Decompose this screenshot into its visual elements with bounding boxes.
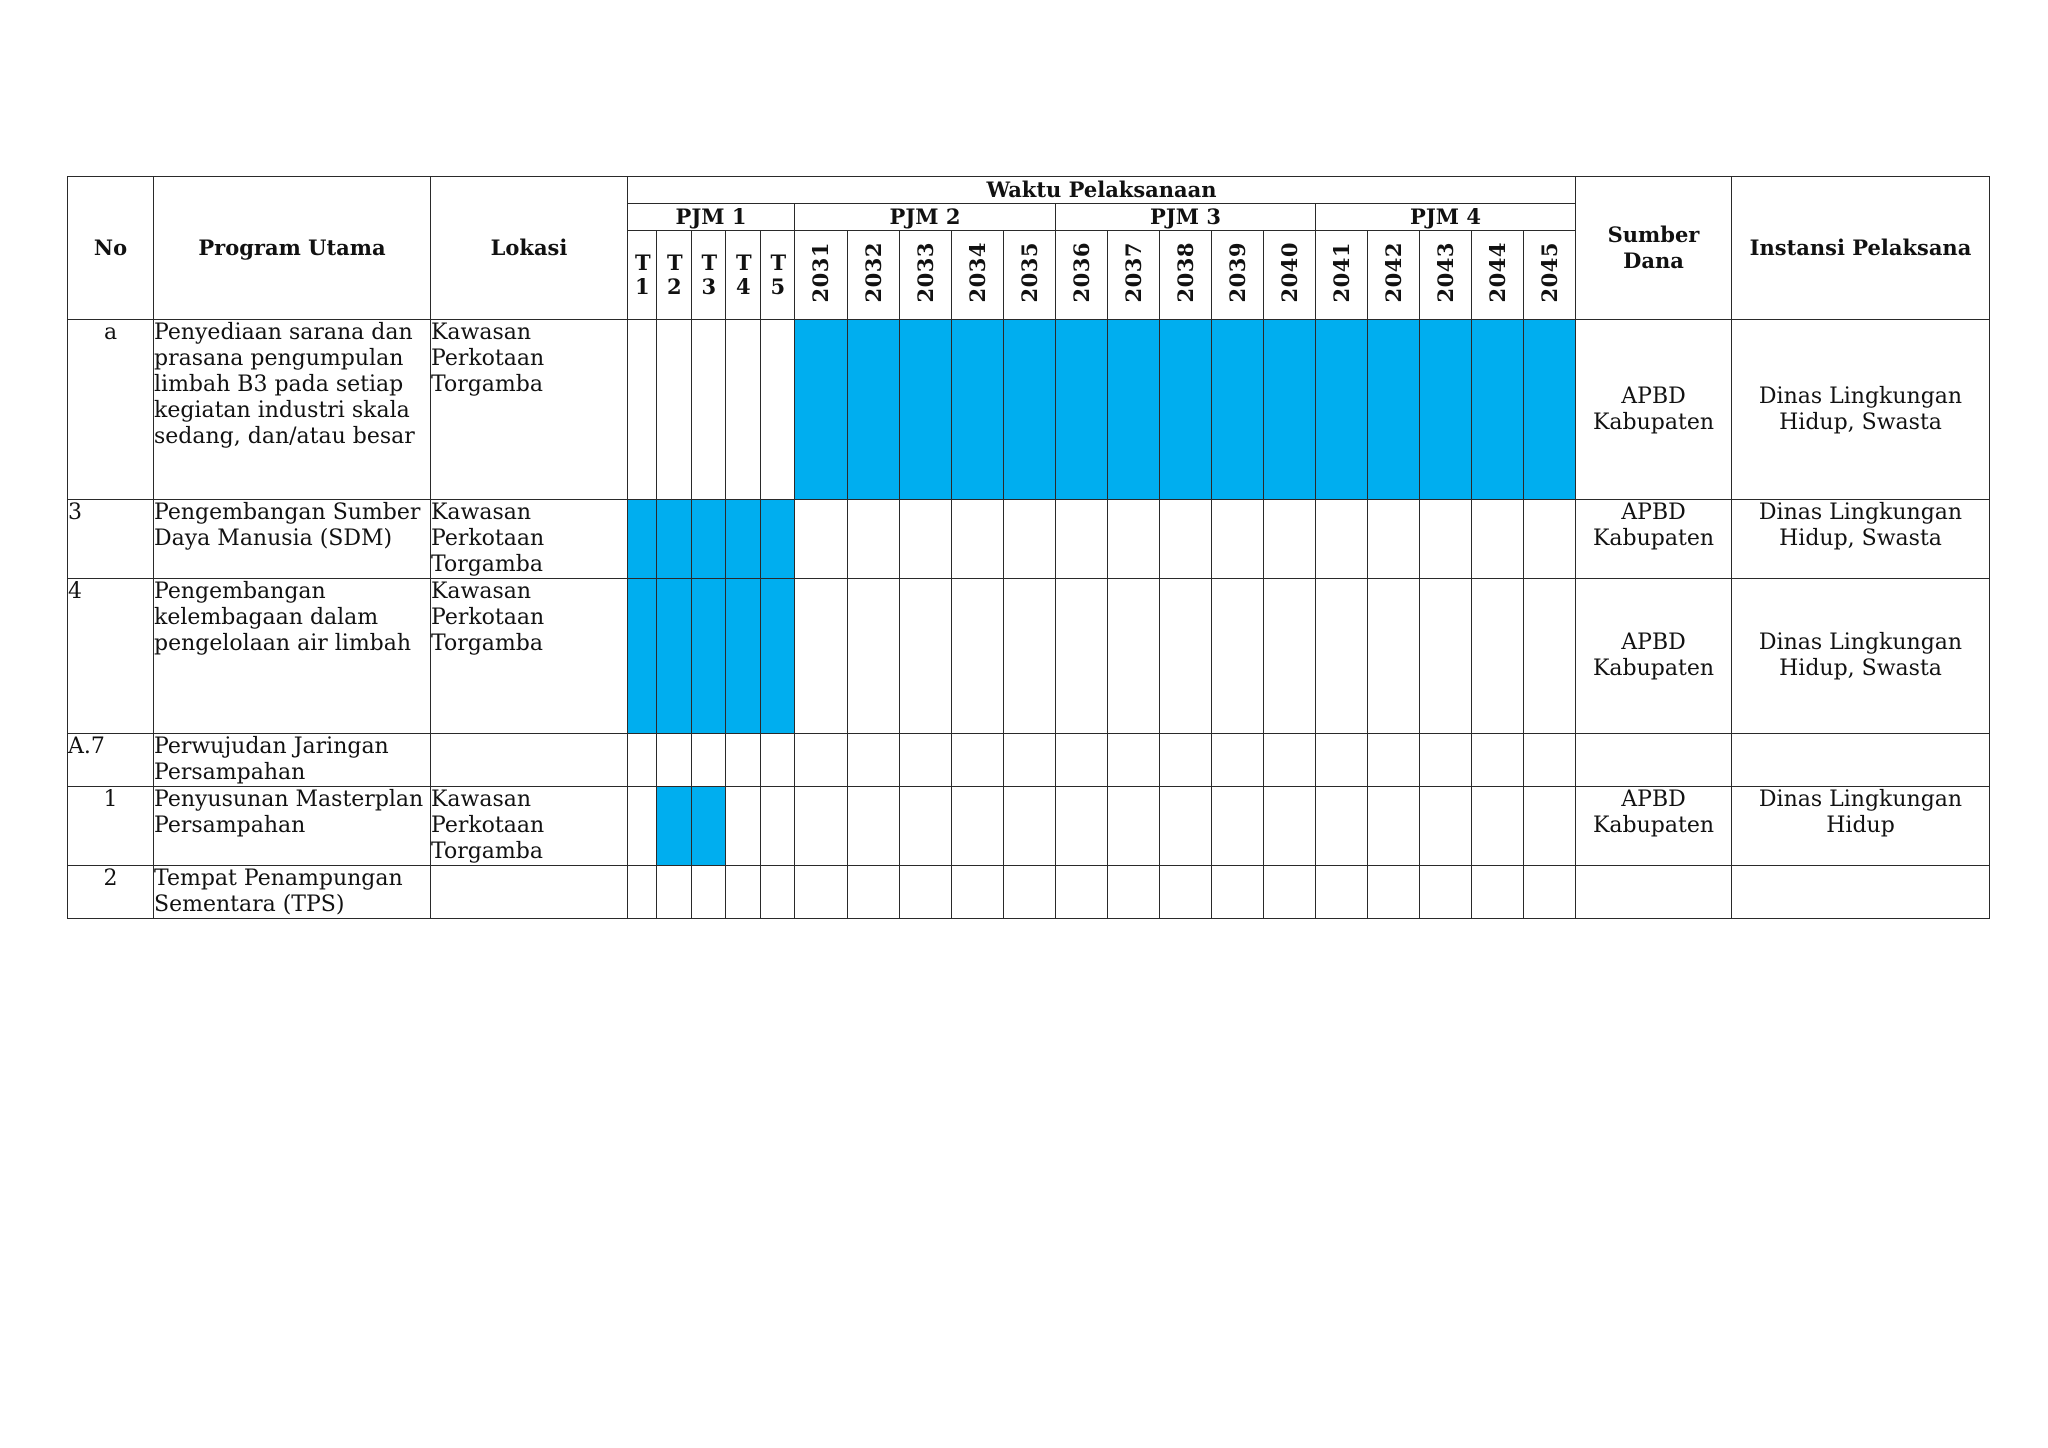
schedule-bar-active [628, 579, 657, 734]
schedule-cell [761, 866, 795, 919]
schedule-bar-active [1160, 320, 1212, 500]
table-row [68, 734, 1990, 787]
schedule-bar-active [657, 787, 692, 866]
header-no: No [68, 177, 154, 320]
schedule-cell [692, 734, 726, 787]
schedule-cell [848, 579, 900, 734]
schedule-bar-active [692, 787, 726, 866]
period-label-2: T 2 [667, 249, 683, 299]
period-header-13 [1160, 231, 1212, 320]
schedule-cell [952, 579, 1004, 734]
period-header-9 [952, 231, 1004, 320]
schedule-bar-active [761, 579, 795, 734]
schedule-cell [1316, 579, 1368, 734]
schedule-bar-active [1264, 320, 1316, 500]
schedule-cell [1056, 866, 1108, 919]
period-label-15: 2040 [1276, 241, 1302, 303]
schedule-cell [761, 734, 795, 787]
schedule-bar-active [761, 500, 795, 579]
schedule-cell [726, 320, 761, 500]
schedule-cell [1368, 579, 1420, 734]
schedule-cell [1056, 579, 1108, 734]
schedule-cell [1004, 500, 1056, 579]
schedule-cell [1264, 866, 1316, 919]
sumber-dana-cell: APBD Kabupaten [1576, 579, 1732, 734]
schedule-cell [1160, 579, 1212, 734]
schedule-cell [1316, 734, 1368, 787]
schedule-cell [1524, 579, 1576, 734]
header-pjm-2: PJM 2 [795, 204, 1056, 231]
schedule-cell [1264, 500, 1316, 579]
schedule-cell [657, 734, 692, 787]
schedule-cell [1316, 500, 1368, 579]
header-program-utama: Program Utama [154, 177, 431, 320]
schedule-bar-active [628, 500, 657, 579]
period-label-4: T 4 [736, 249, 752, 299]
lokasi-cell: Kawasan Perkotaan Torgamba [431, 579, 628, 734]
period-label-13: 2038 [1172, 241, 1198, 303]
schedule-cell [1212, 734, 1264, 787]
schedule-rows [68, 320, 1990, 919]
schedule-cell [726, 787, 761, 866]
schedule-cell [628, 787, 657, 866]
table-row [68, 320, 1990, 500]
schedule-cell [1108, 866, 1160, 919]
schedule-cell [1472, 500, 1524, 579]
schedule-cell [848, 787, 900, 866]
period-header-16 [1316, 231, 1368, 320]
schedule-cell [1472, 866, 1524, 919]
schedule-cell [952, 500, 1004, 579]
period-header-14 [1212, 231, 1264, 320]
schedule-cell [900, 579, 952, 734]
instansi-pelaksana-cell: Dinas Lingkungan Hidup, Swasta [1732, 500, 1990, 579]
schedule-cell [1264, 579, 1316, 734]
schedule-cell [900, 500, 952, 579]
schedule-bar-active [1316, 320, 1368, 500]
schedule-cell [848, 734, 900, 787]
lokasi-cell: Kawasan Perkotaan Torgamba [431, 500, 628, 579]
instansi-pelaksana-cell: Dinas Lingkungan Hidup, Swasta [1732, 579, 1990, 734]
schedule-cell [761, 787, 795, 866]
schedule-cell [1472, 579, 1524, 734]
period-label-1: T 1 [635, 249, 651, 299]
schedule-bar-active [1056, 320, 1108, 500]
schedule-cell [1524, 500, 1576, 579]
schedule-cell [900, 787, 952, 866]
header-pjm-3: PJM 3 [1056, 204, 1316, 231]
schedule-cell [1420, 787, 1472, 866]
schedule-cell [657, 866, 692, 919]
schedule-cell [1212, 579, 1264, 734]
schedule-cell [1264, 734, 1316, 787]
period-label-14: 2039 [1224, 241, 1250, 303]
period-header-2 [657, 231, 692, 320]
period-label-20: 2045 [1536, 241, 1562, 303]
sumber-dana-cell: APBD Kabupaten [1576, 787, 1732, 866]
schedule-cell [1472, 787, 1524, 866]
lokasi-cell [431, 866, 628, 919]
lokasi-cell: Kawasan Perkotaan Torgamba [431, 787, 628, 866]
period-header-10 [1004, 231, 1056, 320]
instansi-pelaksana-cell [1732, 866, 1990, 919]
period-header-3 [692, 231, 726, 320]
header-lokasi: Lokasi [431, 177, 628, 320]
row-number: a [68, 320, 154, 500]
schedule-cell [1108, 500, 1160, 579]
row-number: 1 [68, 787, 154, 866]
schedule-cell [1160, 866, 1212, 919]
schedule-bar-active [1108, 320, 1160, 500]
period-label-16: 2041 [1328, 241, 1354, 303]
sumber-dana-cell: APBD Kabupaten [1576, 320, 1732, 500]
schedule-cell [1524, 787, 1576, 866]
schedule-cell [1524, 866, 1576, 919]
table-row [68, 866, 1990, 919]
program-utama-cell: Tempat Penampungan Sementara (TPS) [154, 866, 431, 919]
schedule-cell [628, 320, 657, 500]
schedule-bar-active [692, 500, 726, 579]
schedule-cell [795, 787, 848, 866]
schedule-cell [1420, 500, 1472, 579]
row-number: 4 [68, 579, 154, 734]
schedule-cell [1108, 787, 1160, 866]
period-header-18 [1420, 231, 1472, 320]
header-waktu-pelaksanaan: Waktu Pelaksanaan [628, 177, 1576, 204]
schedule-cell [1420, 866, 1472, 919]
schedule-bar-active [952, 320, 1004, 500]
implementation-schedule-table [67, 176, 1990, 919]
period-label-19: 2044 [1484, 241, 1510, 303]
period-header-8 [900, 231, 952, 320]
schedule-bar-active [1212, 320, 1264, 500]
sumber-dana-cell [1576, 734, 1732, 787]
schedule-cell [1420, 734, 1472, 787]
schedule-cell [795, 866, 848, 919]
schedule-cell [1472, 734, 1524, 787]
schedule-cell [795, 579, 848, 734]
schedule-cell [726, 734, 761, 787]
schedule-cell [1420, 579, 1472, 734]
header-sumber-dana [1576, 177, 1732, 320]
period-header-12 [1108, 231, 1160, 320]
schedule-cell [1212, 787, 1264, 866]
sumber-dana-cell: APBD Kabupaten [1576, 500, 1732, 579]
schedule-cell [692, 320, 726, 500]
period-header-19 [1472, 231, 1524, 320]
period-label-17: 2042 [1380, 241, 1406, 303]
schedule-cell [848, 866, 900, 919]
schedule-cell [1004, 866, 1056, 919]
schedule-bar-active [795, 320, 848, 500]
row-number: 2 [68, 866, 154, 919]
schedule-cell [1160, 787, 1212, 866]
schedule-cell [1056, 787, 1108, 866]
instansi-pelaksana-cell [1732, 734, 1990, 787]
schedule-cell [1160, 734, 1212, 787]
period-label-9: 2034 [964, 241, 990, 303]
schedule-cell [1212, 500, 1264, 579]
schedule-bar-active [900, 320, 952, 500]
schedule-cell [1108, 579, 1160, 734]
schedule-cell [1368, 866, 1420, 919]
period-label-5: T 5 [770, 249, 787, 299]
schedule-cell [795, 734, 848, 787]
schedule-cell [1160, 500, 1212, 579]
period-header-20 [1524, 231, 1576, 320]
lokasi-cell [431, 734, 628, 787]
instansi-pelaksana-cell: Dinas Lingkungan Hidup [1732, 787, 1990, 866]
schedule-bar-active [1420, 320, 1472, 500]
header-sumber-dana-label: Sumber Dana [1607, 222, 1700, 273]
table-row [68, 787, 1990, 866]
schedule-cell [952, 734, 1004, 787]
row-number: A.7 [68, 734, 154, 787]
schedule-cell [628, 734, 657, 787]
period-label-11: 2036 [1068, 241, 1094, 303]
period-header-11 [1056, 231, 1108, 320]
table-row [68, 500, 1990, 579]
period-header-1 [628, 231, 657, 320]
period-label-12: 2037 [1120, 241, 1146, 303]
schedule-cell [1212, 866, 1264, 919]
schedule-cell [900, 734, 952, 787]
schedule-cell [1004, 579, 1056, 734]
schedule-cell [848, 500, 900, 579]
schedule-bar-active [1524, 320, 1576, 500]
schedule-bar-active [657, 500, 692, 579]
schedule-cell [1316, 787, 1368, 866]
lokasi-cell: Kawasan Perkotaan Torgamba [431, 320, 628, 500]
period-label-3: T 3 [701, 249, 718, 299]
schedule-bar-active [657, 579, 692, 734]
period-label-10: 2035 [1016, 241, 1042, 303]
program-utama-cell: Pengembangan Sumber Daya Manusia (SDM) [154, 500, 431, 579]
header-pjm-1: PJM 1 [628, 204, 795, 231]
schedule-cell [1004, 787, 1056, 866]
schedule-cell [1368, 787, 1420, 866]
program-utama-cell: Penyusunan Masterplan Persampahan [154, 787, 431, 866]
schedule-bar-active [848, 320, 900, 500]
schedule-cell [952, 866, 1004, 919]
schedule-cell [1056, 734, 1108, 787]
period-header-5 [761, 231, 795, 320]
row-number: 3 [68, 500, 154, 579]
schedule-cell [1264, 787, 1316, 866]
header-instansi-pelaksana: Instansi Pelaksana [1732, 177, 1990, 320]
schedule-cell [1368, 734, 1420, 787]
schedule-cell [1316, 866, 1368, 919]
schedule-cell [726, 866, 761, 919]
schedule-cell [761, 320, 795, 500]
period-header-4 [726, 231, 761, 320]
period-label-6: 2031 [808, 241, 833, 303]
schedule-cell [900, 866, 952, 919]
schedule-cell [1056, 500, 1108, 579]
header-pjm-4: PJM 4 [1316, 204, 1576, 231]
period-header-6 [795, 231, 848, 320]
schedule-cell [628, 866, 657, 919]
schedule-bar-active [726, 500, 761, 579]
period-label-18: 2043 [1432, 241, 1458, 303]
program-utama-cell: Pengembangan kelembagaan dalam pengelolaan air limbah [154, 579, 431, 734]
table-row [68, 579, 1990, 734]
schedule-bar-active [692, 579, 726, 734]
program-utama-cell: Penyediaan sarana dan prasana pengumpulan limbah B3 pada setiap kegiatan industri skala sedang, dan/atau besar [154, 320, 431, 500]
schedule-cell [1368, 500, 1420, 579]
schedule-bar-active [726, 579, 761, 734]
instansi-pelaksana-cell: Dinas Lingkungan Hidup, Swasta [1732, 320, 1990, 500]
schedule-bar-active [1368, 320, 1420, 500]
period-header-7 [848, 231, 900, 320]
period-header-15 [1264, 231, 1316, 320]
schedule-cell [692, 866, 726, 919]
schedule-cell [1524, 734, 1576, 787]
period-label-7: 2032 [860, 241, 886, 303]
period-label-8: 2033 [912, 241, 938, 303]
schedule-cell [657, 320, 692, 500]
schedule-cell [952, 787, 1004, 866]
schedule-cell [1108, 734, 1160, 787]
schedule-cell [795, 500, 848, 579]
schedule-bar-active [1004, 320, 1056, 500]
sumber-dana-cell [1576, 866, 1732, 919]
schedule-bar-active [1472, 320, 1524, 500]
period-header-17 [1368, 231, 1420, 320]
program-utama-cell: Perwujudan Jaringan Persampahan [154, 734, 431, 787]
schedule-cell [1004, 734, 1056, 787]
